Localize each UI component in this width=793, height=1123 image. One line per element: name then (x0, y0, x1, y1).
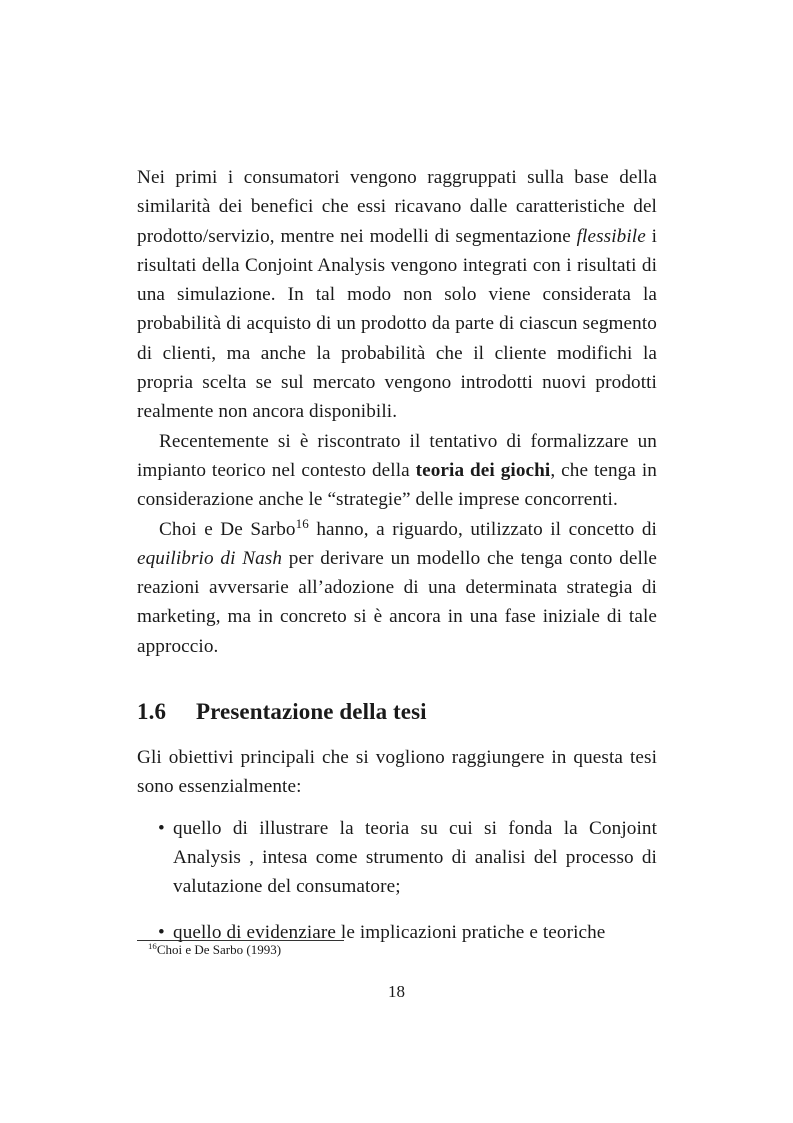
section-number: 1.6 (137, 699, 167, 725)
paragraph-3-italic: equilibrio di Nash (137, 547, 283, 569)
objectives-list (137, 814, 657, 947)
page-number: 18 (388, 982, 405, 1001)
paragraph-1 (137, 163, 657, 427)
list-item-text: quello di illustrare la teoria su cui si fonda la Conjoint Analysis , intesa come strumento di analisi del processo di valutazione del consumatore; (173, 817, 657, 898)
list-item (137, 814, 657, 902)
footnote-text: Choi e De Sarbo (1993) (156, 942, 282, 957)
bullet-icon: • (158, 921, 165, 943)
section-title: Presentazione della tesi (196, 699, 427, 725)
paragraph-3 (137, 515, 657, 661)
paragraph-2-bold: teoria dei giochi (415, 459, 551, 481)
paragraph-3-text-c: per derivare un modello che tenga conto delle reazioni avversarie all’adozione di una determinata strategia di marketing, ma in concreto si è ancora in una fase iniziale di tale approccio. (137, 547, 657, 657)
paragraph-3-text-a: Choi e De Sarbo (159, 518, 296, 540)
paragraph-2 (137, 427, 657, 515)
paragraph-2-text-b: , che tenga in considerazione anche le “strategie” delle imprese concorrenti. (137, 459, 657, 511)
page-body (137, 163, 657, 963)
footnote (148, 941, 281, 959)
paragraph-3-text-b: hanno, a riguardo, utilizzato il concetto di (308, 518, 657, 540)
intro-paragraph: Gli obiettivi principali che si vogliono raggiungere in questa tesi sono essenzialmente: (137, 747, 657, 798)
paragraph-2-text-a: Recentemente si è riscontrato il tentativo di formalizzare un impianto teorico nel contesto della (137, 430, 657, 481)
paragraph-1-text-a: Nei primi i consumatori vengono raggruppati sulla base della similarità dei benefici che essi ricavano dalle caratteristiche del prodotto/servizio, mentre nei modelli di segmentazione (137, 167, 657, 247)
footnote-reference[interactable]: 16 (295, 515, 309, 531)
section-heading (137, 697, 657, 727)
paragraph-1-italic: flessibile (576, 225, 646, 247)
bullet-icon: • (158, 817, 165, 839)
list-item-text: quello di evidenziare le implicazioni pratiche e teoriche (173, 921, 606, 943)
paragraph-1-text-b: i risultati della Conjoint Analysis vengono integrati con i risultati di una simulazione. In tal modo non solo viene considerata la probabilità di acquisto di un prodotto da parte di ciascun segmento di clienti, ma anche la probabilità che il cliente modifichi la propria scelta se sul mercato vengono introdotti nuovi prodotti realmente non ancora disponibili. (137, 225, 657, 423)
footnote-number: 16 (148, 941, 157, 952)
